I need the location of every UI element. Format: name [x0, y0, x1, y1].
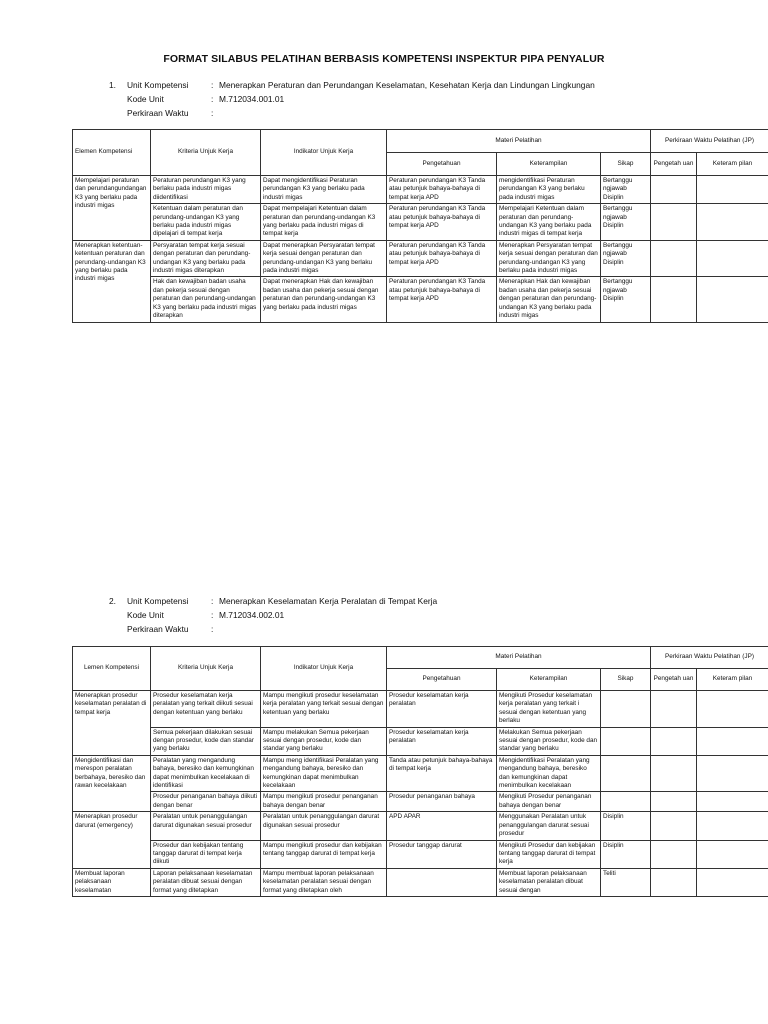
- jp-pengetahuan-cell: [651, 277, 697, 322]
- kriteria-cell: Peralatan yang mengandung bahaya, beresiko dan kemungkinan dapat menimbulkan kecelakaan di identifikasi: [151, 755, 261, 792]
- indikator-cell: Mampu meng identifikasi Peralatan yang mengandung bahaya, beresiko dan kemungkinan dapat menimbulkan kecelakaan: [261, 755, 387, 792]
- document-title: FORMAT SILABUS PELATIHAN BERBASIS KOMPETENSI INSPEKTUR PIPA PENYALUR: [163, 53, 605, 65]
- unit-1-kompetensi-row: [109, 78, 595, 92]
- jp-pengetahuan-cell: [651, 812, 697, 840]
- separator: :: [211, 108, 214, 118]
- kriteria-cell: Semua pekerjaan dilakukan sesuai dengan prosedur, kode dan standar yang berlaku: [151, 727, 261, 755]
- indikator-cell: Mampu mengikuti prosedur keselamatan kerja peralatan yang terkait sesuai dengan ketentuan yang berlaku: [261, 691, 387, 728]
- jp-pengetahuan-cell: [651, 840, 697, 868]
- jp-keterampilan-cell: [697, 792, 768, 812]
- separator: :: [211, 610, 214, 620]
- unit-1-waktu-row: [109, 106, 595, 120]
- table-row: [73, 727, 768, 755]
- table-row: [73, 691, 768, 728]
- table-row: [73, 240, 768, 277]
- sikap-cell: [601, 792, 651, 812]
- table-row: [73, 755, 768, 792]
- sikap-cell: [601, 755, 651, 792]
- unit-1-kode-row: [109, 92, 595, 106]
- keterampilan-cell: Mempelajari Ketentuan dalam peraturan dan perundang-undangan K3 yang berlaku pada industri migas di tempat kerja: [497, 204, 601, 241]
- header-elemen-kompetensi: Lemen Kompetensi: [73, 647, 151, 691]
- indikator-cell: Mampu mengikuti prosedur dan kebijakan tentang tanggap darurat di tempat kerja: [261, 840, 387, 868]
- jp-keterampilan-cell: [697, 812, 768, 840]
- pengetahuan-cell: Peraturan perundangan K3 Tanda atau petunjuk bahaya-bahaya di tempat kerja APD: [387, 204, 497, 241]
- keterampilan-cell: Menerapkan Hak dan kewajiban badan usaha dan pekerja sesuai dengan peraturan dan perundang-undangan K3 yang berlaku pada industri migas: [497, 277, 601, 322]
- indikator-cell: Dapat menerapkan Hak dan kewajiban badan usaha dan pekerja sesuai dengan peraturan dan perundang-undangan K3 yang berlaku pada industri migas: [261, 277, 387, 322]
- table-2-body: [73, 691, 768, 897]
- pengetahuan-cell: Prosedur keselamatan kerja peralatan: [387, 727, 497, 755]
- table-1-body: [73, 176, 768, 323]
- header-sikap: Sikap: [601, 669, 651, 691]
- header-perkiraan-waktu: Perkiraan Waktu Pelatihan (JP): [651, 130, 768, 153]
- unit-2-kode-value: M.712034.002.01: [219, 610, 285, 620]
- separator: :: [211, 80, 214, 90]
- kriteria-cell: Laporan pelaksanaan keselamatan peralatan dibuat sesuai dengan format yang ditetapkan: [151, 868, 261, 896]
- header-jp-keterampilan: Keteram pilan: [697, 153, 768, 176]
- sikap-cell: Bertanggu ngjawab Disiplin: [601, 277, 651, 322]
- pengetahuan-cell: Peraturan perundangan K3 Tanda atau petunjuk bahaya-bahaya di tempat kerja APD: [387, 176, 497, 204]
- jp-pengetahuan-cell: [651, 176, 697, 204]
- unit-2-info: [109, 594, 437, 636]
- header-indikator-unjuk-kerja: Indikator Unjuk Kerja: [261, 647, 387, 691]
- kriteria-cell: Prosedur keselamatan kerja peralatan yang terkait diikuti sesuai dengan ketentuan yang berlaku: [151, 691, 261, 728]
- unit-kompetensi-label: Unit Kompetensi: [127, 596, 189, 606]
- indikator-cell: Peralatan untuk penanggulangan darurat digunakan sesuai prosedur: [261, 812, 387, 840]
- table-row: [73, 868, 768, 896]
- indikator-cell: Dapat menerapkan Persyaratan tempat kerja sesuai dengan peraturan dan perundang-undangan K3 yang berlaku pada industri migas: [261, 240, 387, 277]
- header-indikator-unjuk-kerja: Indikator Unjuk Kerja: [261, 130, 387, 176]
- jp-keterampilan-cell: [697, 204, 768, 241]
- header-elemen-kompetensi: Elemen Kompetensi: [73, 130, 151, 176]
- kode-unit-label: Kode Unit: [127, 610, 164, 620]
- unit-2-number: 2.: [109, 596, 116, 606]
- keterampilan-cell: Mengidentifikasi Peralatan yang mengandung bahaya, beresiko dan kemungkinan dapat menimbulkan kecelakaan: [497, 755, 601, 792]
- elemen-cell: Menerapkan ketentuan-ketentuan peraturan dan perundang-undangan K3 yang berlaku pada industri migas: [73, 240, 151, 322]
- sikap-cell: Disiplin: [601, 840, 651, 868]
- separator: :: [211, 94, 214, 104]
- pengetahuan-cell: APD APAR: [387, 812, 497, 840]
- pengetahuan-cell: [387, 868, 497, 896]
- jp-keterampilan-cell: [697, 240, 768, 277]
- elemen-cell: Menerapkan prosedur darurat (emergency): [73, 812, 151, 868]
- unit-2-kompetensi-row: [109, 594, 437, 608]
- header-jp-pengetahuan: Pengetah uan: [651, 153, 697, 176]
- unit-1-info: [109, 78, 595, 120]
- header-jp-pengetahuan: Pengetah uan: [651, 669, 697, 691]
- jp-keterampilan-cell: [697, 840, 768, 868]
- header-materi-pelatihan: Materi Pelatihan: [387, 647, 651, 669]
- table-row: [73, 176, 768, 204]
- header-kriteria-unjuk-kerja: Kriteria Unjuk Kerja: [151, 130, 261, 176]
- unit-2-kompetensi-value: Menerapkan Keselamatan Kerja Peralatan di Tempat Kerja: [219, 596, 438, 606]
- table-row: [73, 204, 768, 241]
- pengetahuan-cell: Prosedur keselamatan kerja peralatan: [387, 691, 497, 728]
- kriteria-cell: Persyaratan tempat kerja sesuai dengan peraturan dan perundang-undangan K3 yang berlaku pada industri migas diterapkan: [151, 240, 261, 277]
- keterampilan-cell: Mengikuti Prosedur keselamatan kerja peralatan yang terkait i sesuai dengan ketentuan yang berlaku: [497, 691, 601, 728]
- syllabus-table-1: [72, 129, 768, 323]
- separator: :: [211, 624, 214, 634]
- header-keterampilan: Keterampilan: [497, 153, 601, 176]
- syllabus-table-2: [72, 646, 768, 897]
- jp-keterampilan-cell: [697, 727, 768, 755]
- table-row: [73, 840, 768, 868]
- jp-keterampilan-cell: [697, 176, 768, 204]
- kriteria-cell: Prosedur dan kebijakan tentang tanggap darurat di tempat kerja diikuti: [151, 840, 261, 868]
- perkiraan-waktu-label: Perkiraan Waktu: [127, 108, 189, 118]
- jp-pengetahuan-cell: [651, 691, 697, 728]
- header-kriteria-unjuk-kerja: Kriteria Unjuk Kerja: [151, 647, 261, 691]
- header-pengetahuan: Pengetahuan: [387, 153, 497, 176]
- keterampilan-cell: Mengikuti Prosedur dan kebijakan tentang tanggap darurat di tempat kerja: [497, 840, 601, 868]
- elemen-cell: Membuat laporan pelaksanaan keselamatan: [73, 868, 151, 896]
- pengetahuan-cell: Prosedur tanggap darurat: [387, 840, 497, 868]
- unit-2-kode-row: [109, 608, 437, 622]
- table-row: [73, 792, 768, 812]
- elemen-cell: Mengidentifikasi dan merespon peralatan berbahaya, beresiko dan rawan kecelakaan: [73, 755, 151, 811]
- indikator-cell: Mampu mengikuti prosedur penanganan bahaya dengan benar: [261, 792, 387, 812]
- unit-1-kompetensi-value: Menerapkan Peraturan dan Perundangan Keselamatan, Kesehatan Kerja dan Lindungan Lingkungan: [219, 80, 595, 90]
- header-materi-pelatihan: Materi Pelatihan: [387, 130, 651, 153]
- sikap-cell: Bertanggu ngjawab Disiplin: [601, 204, 651, 241]
- header-pengetahuan: Pengetahuan: [387, 669, 497, 691]
- jp-keterampilan-cell: [697, 755, 768, 792]
- keterampilan-cell: Melakukan Semua pekerjaan sesuai dengan prosedur, kode dan standar yang berlaku: [497, 727, 601, 755]
- pengetahuan-cell: Peraturan perundangan K3 Tanda atau petunjuk bahaya-bahaya di tempat kerja APD: [387, 240, 497, 277]
- keterampilan-cell: mengidentifikasi Peraturan perundangan K3 yang berlaku pada industri migas: [497, 176, 601, 204]
- perkiraan-waktu-label: Perkiraan Waktu: [127, 624, 189, 634]
- unit-2-waktu-row: [109, 622, 437, 636]
- elemen-cell: Mempelajari peraturan dan perundangundangan K3 yang berlaku pada industri migas: [73, 176, 151, 241]
- jp-keterampilan-cell: [697, 691, 768, 728]
- unit-1-number: 1.: [109, 80, 116, 90]
- header-jp-keterampilan: Keteram pilan: [697, 669, 768, 691]
- sikap-cell: [601, 691, 651, 728]
- kriteria-cell: Peraturan perundangan K3 yang berlaku pada industri migas diidentifikasi: [151, 176, 261, 204]
- jp-pengetahuan-cell: [651, 792, 697, 812]
- header-sikap: Sikap: [601, 153, 651, 176]
- unit-kompetensi-label: Unit Kompetensi: [127, 80, 189, 90]
- sikap-cell: Teliti: [601, 868, 651, 896]
- keterampilan-cell: Menerapkan Persyaratan tempat kerja sesuai dengan peraturan dan perundang-undangan K3 yang berlaku pada industri migas: [497, 240, 601, 277]
- header-perkiraan-waktu: Perkiraan Waktu Pelatihan (JP): [651, 647, 768, 669]
- indikator-cell: Mampu membuat laporan pelaksanaan keselamatan peralatan sesuai dengan format yang ditetapkan oleh: [261, 868, 387, 896]
- keterampilan-cell: Membuat laporan pelaksanaan keselamatan peralatan dibuat sesuai dengan: [497, 868, 601, 896]
- jp-pengetahuan-cell: [651, 755, 697, 792]
- kriteria-cell: Peralatan untuk penanggulangan darurat digunakan sesuai prosedur: [151, 812, 261, 840]
- jp-keterampilan-cell: [697, 277, 768, 322]
- keterampilan-cell: Mengikuti Prosedur penanganan bahaya dengan benar: [497, 792, 601, 812]
- jp-pengetahuan-cell: [651, 204, 697, 241]
- indikator-cell: Dapat mengidentifikasi Peraturan perundangan K3 yang berlaku pada industri migas: [261, 176, 387, 204]
- header-keterampilan: Keterampilan: [497, 669, 601, 691]
- kriteria-cell: Hak dan kewajiban badan usaha dan pekerja sesuai dengan peraturan dan perundang-undangan K3 yang berlaku pada industri migas diterapkan: [151, 277, 261, 322]
- jp-pengetahuan-cell: [651, 868, 697, 896]
- indikator-cell: Mampu melakukan Semua pekerjaan sesuai dengan prosedur, kode dan standar yang berlaku: [261, 727, 387, 755]
- keterampilan-cell: Menggunakan Peralatan untuk penanggulangan darurat sesuai prosedur: [497, 812, 601, 840]
- jp-keterampilan-cell: [697, 868, 768, 896]
- pengetahuan-cell: Prosedur penanganan bahaya: [387, 792, 497, 812]
- sikap-cell: Bertanggu ngjawab Disiplin: [601, 176, 651, 204]
- pengetahuan-cell: Peraturan perundangan K3 Tanda atau petunjuk bahaya-bahaya di tempat kerja APD: [387, 277, 497, 322]
- table-row: [73, 277, 768, 322]
- kode-unit-label: Kode Unit: [127, 94, 164, 104]
- pengetahuan-cell: Tanda atau petunjuk bahaya-bahaya di tempat kerja: [387, 755, 497, 792]
- indikator-cell: Dapat mempelajari Ketentuan dalam peraturan dan perundang-undangan K3 yang berlaku pada industri migas di tempat kerja: [261, 204, 387, 241]
- sikap-cell: Bertanggu ngjawab Disiplin: [601, 240, 651, 277]
- kriteria-cell: Ketentuan dalam peraturan dan perundang-undangan K3 yang berlaku pada industri migas dipelajari di tempat kerja: [151, 204, 261, 241]
- kriteria-cell: Prosedur penanganan bahaya diikuti dengan benar: [151, 792, 261, 812]
- separator: :: [211, 596, 214, 606]
- jp-pengetahuan-cell: [651, 240, 697, 277]
- jp-pengetahuan-cell: [651, 727, 697, 755]
- sikap-cell: Disiplin: [601, 812, 651, 840]
- table-row: [73, 812, 768, 840]
- sikap-cell: [601, 727, 651, 755]
- unit-1-kode-value: M.712034.001.01: [219, 94, 285, 104]
- elemen-cell: Menerapkan prosedur keselamatan peralatan di tempat kerja: [73, 691, 151, 756]
